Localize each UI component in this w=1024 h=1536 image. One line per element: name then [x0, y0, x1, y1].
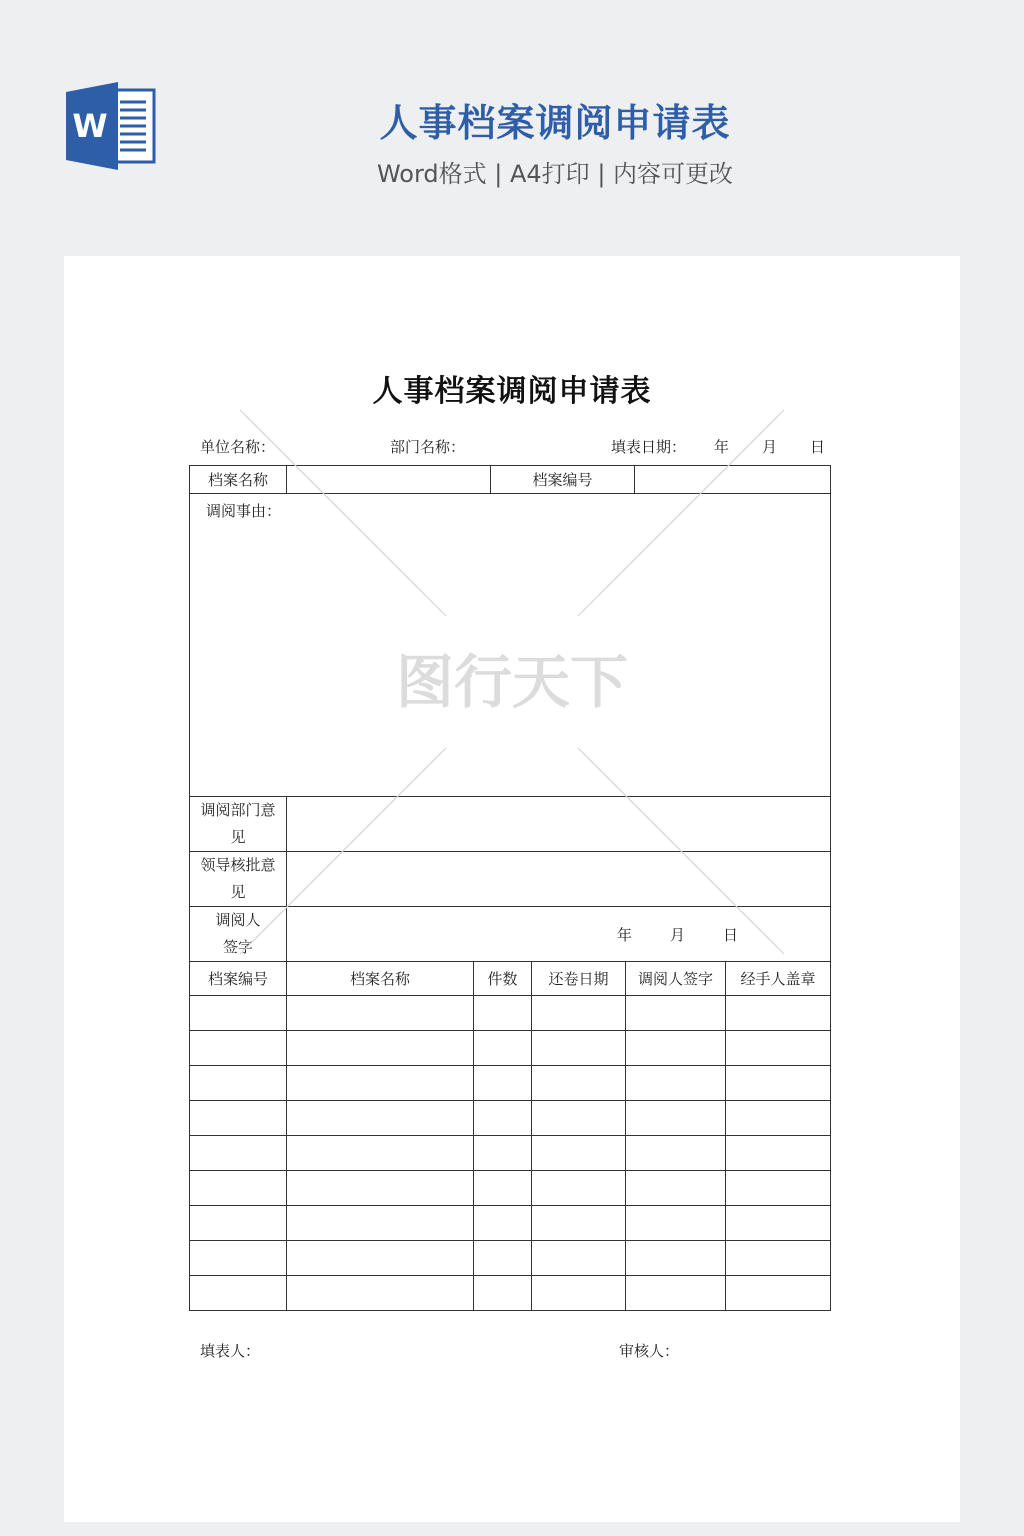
- cell-count[interactable]: [474, 996, 532, 1031]
- cell-archive-name[interactable]: [287, 1276, 474, 1311]
- banner-title: 人事档案调阅申请表: [379, 101, 731, 145]
- dept-name-label: 部门名称：: [390, 438, 466, 456]
- cell-archive-number[interactable]: [190, 1066, 287, 1101]
- cell-archive-number[interactable]: [190, 1031, 287, 1066]
- dept-opinion-label-line1: 调阅部门意: [200, 801, 276, 819]
- cell-handler-seal[interactable]: [726, 996, 831, 1031]
- leader-approval-label: [190, 852, 287, 907]
- archive-number-label: 档案编号: [491, 466, 635, 494]
- table-row: [190, 1171, 831, 1206]
- table-row: [190, 1136, 831, 1171]
- svg-text:W: W: [72, 107, 108, 145]
- cell-archive-name[interactable]: [287, 1031, 474, 1066]
- borrower-signature-label-line2: 签字: [222, 938, 253, 956]
- cell-borrower-signature[interactable]: [626, 1276, 726, 1311]
- reason-cell[interactable]: [190, 494, 831, 797]
- banner: [0, 0, 1024, 250]
- cell-archive-number[interactable]: [190, 1206, 287, 1241]
- archive-name-label: 档案名称: [190, 466, 287, 494]
- cell-count[interactable]: [474, 1031, 532, 1066]
- table-row: [190, 996, 831, 1031]
- cell-borrower-signature[interactable]: [626, 1031, 726, 1066]
- cell-return-date[interactable]: [532, 1101, 626, 1136]
- cell-return-date[interactable]: [532, 1031, 626, 1066]
- leader-approval-label-line2: 见: [230, 883, 246, 901]
- fill-date-month: 月: [762, 438, 778, 456]
- table-row: [190, 1031, 831, 1066]
- col-header-count: 件数: [474, 962, 532, 996]
- cell-count[interactable]: [474, 1066, 532, 1101]
- cell-archive-number[interactable]: [190, 1101, 287, 1136]
- application-form-table: [189, 465, 831, 962]
- col-header-handler-seal: 经手人盖章: [726, 962, 831, 996]
- col-header-return-date: 还卷日期: [532, 962, 626, 996]
- cell-archive-name[interactable]: [287, 996, 474, 1031]
- col-header-archive-name: 档案名称: [287, 962, 474, 996]
- cell-borrower-signature[interactable]: [626, 1101, 726, 1136]
- fill-date-label: 填表日期：: [611, 438, 687, 456]
- col-header-borrower-signature: 调阅人签字: [626, 962, 726, 996]
- cell-count[interactable]: [474, 1101, 532, 1136]
- document-title: 人事档案调阅申请表: [372, 374, 652, 409]
- cell-count[interactable]: [474, 1241, 532, 1276]
- cell-return-date[interactable]: [532, 996, 626, 1031]
- cell-archive-name[interactable]: [287, 1101, 474, 1136]
- borrower-signature-field[interactable]: [287, 907, 831, 962]
- cell-handler-seal[interactable]: [726, 1031, 831, 1066]
- cell-borrower-signature[interactable]: [626, 1171, 726, 1206]
- cell-return-date[interactable]: [532, 1276, 626, 1311]
- cell-handler-seal[interactable]: [726, 1171, 831, 1206]
- cell-borrower-signature[interactable]: [626, 996, 726, 1031]
- cell-borrower-signature[interactable]: [626, 1206, 726, 1241]
- leader-approval-field[interactable]: [287, 852, 831, 907]
- cell-archive-number[interactable]: [190, 1241, 287, 1276]
- cell-handler-seal[interactable]: [726, 1136, 831, 1171]
- cell-handler-seal[interactable]: [726, 1066, 831, 1101]
- svg-text:图行天下: 图行天下: [395, 648, 629, 716]
- cell-count[interactable]: [474, 1136, 532, 1171]
- reason-label: 调阅事由：: [206, 502, 282, 520]
- unit-name-label: 单位名称：: [200, 438, 276, 456]
- cell-archive-number[interactable]: [190, 1171, 287, 1206]
- cell-count[interactable]: [474, 1206, 532, 1241]
- fill-date-year: 年: [714, 438, 730, 456]
- cell-archive-number[interactable]: [190, 996, 287, 1031]
- cell-borrower-signature[interactable]: [626, 1136, 726, 1171]
- leader-approval-label-line1: 领导核批意: [200, 856, 276, 874]
- document-page: [64, 256, 960, 1522]
- cell-archive-number[interactable]: [190, 1136, 287, 1171]
- borrower-signature-label-line1: 调阅人: [215, 911, 261, 929]
- cell-return-date[interactable]: [532, 1241, 626, 1276]
- borrower-signature-label: [190, 907, 287, 962]
- filler-label: 填表人：: [200, 1342, 261, 1360]
- col-header-archive-number: 档案编号: [190, 962, 287, 996]
- signature-month: 月: [669, 925, 685, 944]
- cell-archive-name[interactable]: [287, 1136, 474, 1171]
- cell-archive-name[interactable]: [287, 1206, 474, 1241]
- cell-count[interactable]: [474, 1276, 532, 1311]
- cell-archive-name[interactable]: [287, 1171, 474, 1206]
- cell-return-date[interactable]: [532, 1066, 626, 1101]
- cell-borrower-signature[interactable]: [626, 1066, 726, 1101]
- cell-handler-seal[interactable]: [726, 1101, 831, 1136]
- dept-opinion-field[interactable]: [287, 797, 831, 852]
- cell-handler-seal[interactable]: [726, 1276, 831, 1311]
- cell-return-date[interactable]: [532, 1171, 626, 1206]
- cell-archive-name[interactable]: [287, 1241, 474, 1276]
- dept-opinion-label: [190, 797, 287, 852]
- word-document-icon: [66, 82, 156, 170]
- cell-handler-seal[interactable]: [726, 1241, 831, 1276]
- archive-list-table: [189, 961, 831, 1311]
- archive-number-field[interactable]: [635, 466, 831, 494]
- cell-borrower-signature[interactable]: [626, 1241, 726, 1276]
- reviewer-label: 审核人：: [619, 1342, 680, 1360]
- table-row: [190, 1241, 831, 1276]
- cell-return-date[interactable]: [532, 1136, 626, 1171]
- fill-date-day: 日: [810, 438, 826, 456]
- table-row: [190, 1206, 831, 1241]
- cell-archive-number[interactable]: [190, 1276, 287, 1311]
- cell-archive-name[interactable]: [287, 1066, 474, 1101]
- table-row: [190, 1276, 831, 1311]
- signature-day: 日: [722, 925, 738, 944]
- cell-return-date[interactable]: [532, 1206, 626, 1241]
- dept-opinion-label-line2: 见: [230, 828, 246, 846]
- table-row: [190, 1066, 831, 1101]
- signature-year: 年: [616, 925, 632, 944]
- table-row: [190, 1101, 831, 1136]
- cell-handler-seal[interactable]: [726, 1206, 831, 1241]
- cell-count[interactable]: [474, 1171, 532, 1206]
- archive-name-field[interactable]: [287, 466, 491, 494]
- banner-subtitle: Word格式 | A4打印 | 内容可更改: [376, 160, 734, 188]
